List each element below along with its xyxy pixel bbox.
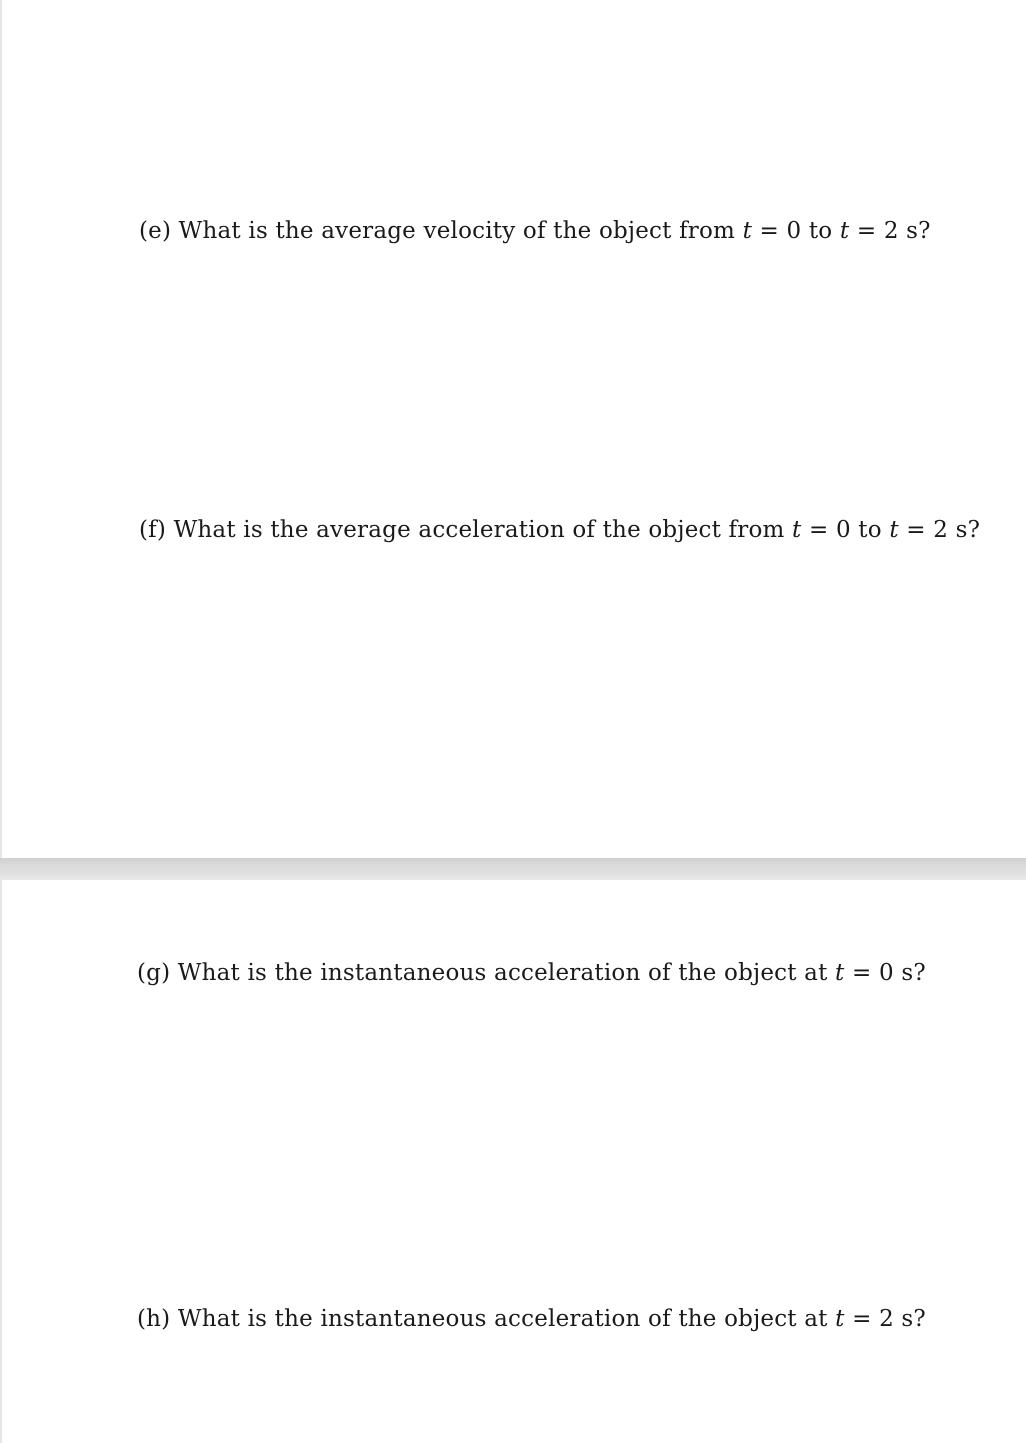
question-f-var-t-2: t: [889, 517, 899, 543]
question-f-var-t: t: [792, 517, 802, 543]
question-e-text-end: = 2 s?: [849, 218, 931, 244]
question-e-text-mid: = 0 to: [752, 218, 840, 244]
question-h-text-end: = 2 s?: [844, 1306, 926, 1332]
question-f-text: (f) What is the average acceleration of the object from: [139, 517, 793, 543]
question-e: [139, 216, 931, 246]
question-e-var-t: t: [742, 218, 753, 244]
question-g-var-t: t: [835, 960, 845, 986]
question-h-text: (h) What is the instantaneous acceleration of the object at: [137, 1306, 836, 1332]
question-g-text: (g) What is the instantaneous acceleration of the object at: [137, 960, 836, 986]
question-f-text-end: = 2 s?: [898, 517, 981, 543]
question-h: [137, 1304, 926, 1334]
question-e-text: (e) What is the average velocity of the object from: [139, 218, 743, 244]
question-e-var-t-2: t: [839, 218, 850, 244]
question-f-text-mid: = 0 to: [801, 517, 890, 543]
question-h-var-t: t: [835, 1306, 845, 1332]
page-separator: [0, 858, 1026, 880]
question-f: [139, 515, 980, 545]
question-g-text-end: = 0 s?: [844, 960, 926, 986]
question-g: [137, 958, 926, 988]
